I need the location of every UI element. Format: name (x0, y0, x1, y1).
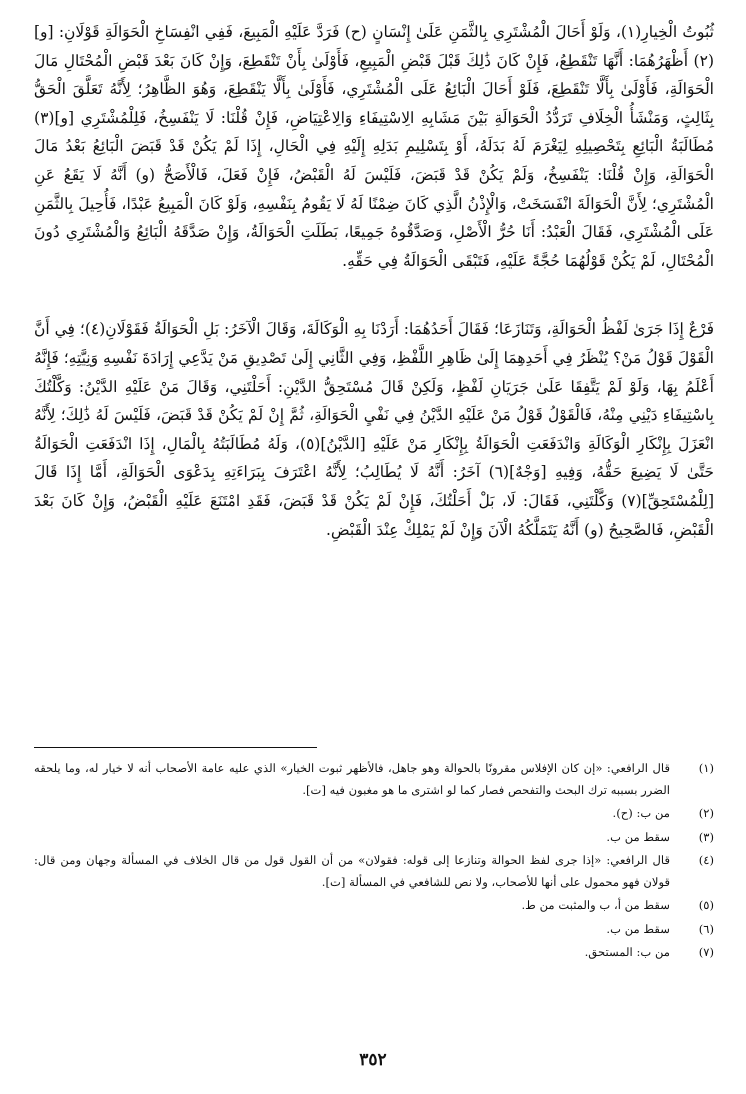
footnote-text: سقط من أ، ب والمثبت من ط. (521, 898, 670, 912)
footnote-number: (٢) (698, 806, 714, 820)
footnote-1 (34, 758, 714, 801)
footnote-text: قال الرافعي: «إن كان الإفلاس مقرونًا بالحوالة وهو جاهل، فالأظهر ثبوت الخيار» الذي عليه عامة الأصحاب أنه لا خيار له، وما يلحقه الضرر بسببه ترك البحث والتفحص فصار كما لو اشترى ما هو مغبون فيه [ت]. (34, 761, 670, 797)
footnote-3 (34, 827, 714, 849)
footnote-separator (34, 747, 317, 748)
paragraph-1 (34, 18, 714, 275)
footnote-text: من ب: (ح). (612, 806, 670, 820)
footnote-text: سقط من ب. (606, 829, 670, 844)
page-number: ٣٥٢ (359, 1050, 387, 1070)
paragraph-2-text: فَرْعٌ إِذَا جَرَىٰ لَفْظُ الْحَوَالَةِ، وَتَنَازَعَا؛ فَقَالَ أَحَدُهُمَا: أَرَدْنَا بِهِ الْوَكَالَةَ، وَقَالَ الْآخَرُ: بَلِ الْحَوَالَةُ فَقَوْلَانِ(٤)؛ فِي أَنَّ الْقَوْلَ قَوْلُ مَنْ؟ يُنْظَرُ فِي أَحَدِهِمَا إِلَىٰ ظَاهِرِ اللَّفْظِ، وَفِي الثَّانِي إِلَىٰ تَصْدِيقِ مَنْ يَدَّعِي إِرَادَةَ نَفْسِهِ وَنِيَّتِهِ؛ فَإِنَّهُ أَعْلَمُ بِهَا، وَلَوْ لَمْ يَتَّفِقَا عَلَىٰ جَرَيَانِ لَفْظٍ، وَلَكِنْ قَالَ مُسْتَحِقُّ الدَّيْنِ: أَحَلْتَنِي، وَقَالَ مَنْ عَلَيْهِ الدَّيْنُ: وَكَّلْتُكَ بِاسْتِيفَاءِ دَيْنِي مِنْهُ، فَالْقَوْلُ قَوْلُ مَنْ عَلَيْهِ الدَّيْنُ فِي نَفْيِ الْحَوَالَةِ، ثُمَّ إِنْ لَمْ يَكُنْ قَدْ قَبَضَ، فَلَيْسَ لَهُ ذَٰلِكَ؛ لِأَنَّهُ انْعَزَلَ بِإِنْكَارِ الْوَكَالَةِ وَانْدَفَعَتِ الْحَوَالَةُ بِإِنْكَارِ مَنْ عَلَيْهِ [الدَّيْنُ](٥)، وَلَهُ مُطَالَبَتُهُ بِالْمَالِ، إِذَا انْدَفَعَتِ الْحَوَالَةُ حَتَّىٰ لَا يَضِيعَ حَقُّهُ، وَفِيهِ [وَجْهٌ](٦) آخَرُ: أَنَّهُ لَا يُطَالِبُ؛ لِأَنَّهُ اعْتَرَفَ بِبَرَاءَتِهِ بِدَعْوَى الْحَوَالَةِ، أَمَّا إِذَا قَالَ [لِلْمُسْتَحِقِّ](٧) وَكَّلْتَنِي، فَقَالَ: لَا، بَلْ أَحَلْتُكَ، فَإِنْ لَمْ يَكُنْ قَدْ قَبَضَ، فَقَدِ امْتَنَعَ عَلَيْهِ الْقَبْضُ، وَإِنْ كَانَ بَعْدَ الْقَبْضِ، فَالصَّحِيحُ (و) أَنَّهُ يَتَمَلَّكُهُ الْآنَ وَإِنْ لَمْ يَمْلِكْ عِنْدَ الْقَبْضِ. (34, 320, 714, 539)
footnote-7 (34, 942, 714, 964)
footnote-number: (٣) (698, 829, 714, 844)
main-text (34, 18, 714, 544)
footnote-text: من ب: المستحق. (584, 945, 670, 959)
footnotes (34, 758, 714, 964)
footnote-4 (34, 850, 714, 893)
footnote-text: سقط من ب. (606, 921, 670, 936)
footnote-number: (٤) (698, 853, 714, 867)
footnote-number: (٧) (698, 945, 714, 959)
footnote-text: قال الرافعي: «إذا جرى لفظ الحوالة وتنازعا إلى قوله: فقولان» من أن القول قول من قال الخلاف في المسألة وجهان ومن قال: قولان فهو محمول على أنها للأصحاب، ولا نص للشافعي في المسألة [ت]. (34, 853, 670, 889)
footnote-5 (34, 895, 714, 917)
paragraph-2 (34, 315, 714, 544)
footnote-6 (34, 919, 714, 941)
paragraph-1-text: ثُبُوتُ الْخِيارِ(١)، وَلَوْ أَحَالَ الْمُشْتَرِي بِالثَّمَنِ عَلَىٰ إِنْسَانٍ (ح) فَرَدَّ عَلَيْهِ الْمَبِيعَ، فَفِي انْفِسَاخِ الْحَوَالَةِ قَوْلَانِ: [و](٢) أَظْهَرُهُمَا: أَنَّهَا تَنْقَطِعُ، فَإِنْ كَانَ ذَٰلِكَ قَبْلَ قَبْضِ الْمَبِيعِ، فَأَوْلَىٰ بِأَنْ تَنْقَطِعَ، وَإِنْ كَانَ بَعْدَ قَبْضِ الْمُحْتَالِ مَالَ الْحَوَالَةِ، فَأَوْلَىٰ بِأَلَّا تَنْقَطِعَ، فَلَوْ أَحَالَ الْبَائِعُ عَلَى الْمُشْتَرِي، فَأَوْلَىٰ بِأَلَّا يَنْقَطِعَ، وَهُوَ الظَّاهِرُ؛ لِأَنَّهُ تَعَلَّقَ الْحَقُّ بِثَالِثٍ، وَمَنْشَأُ الْخِلَافِ تَرَدُّدُ الْحَوَالَةِ بَيْنَ مَشَابِهِ الِاسْتِيفَاءِ وَالِاعْتِيَاضِ، فَإِنْ قُلْنَا: لَا يَنْفَسِخُ، فَلِلْمُشْتَرِي [و](٣) مُطَالَبَةُ الْبَائِعِ بِتَحْصِيلِهِ لِيَغْرَمَ لَهُ بَدَلَهُ، أَوْ بِتَسْلِيمِ بَدَلِهِ إِلَيْهِ فِي الْحَالِ، إِذَا لَمْ يَكُنْ قَدْ قَبَضَ الْبَائِعُ بَعْدُ مَالَ الْحَوَالَةِ، وَإِنْ قُلْنَا: يَنْفَسِخُ، وَلَمْ يَكُنْ قَدْ قَبَضَ، فَلَيْسَ لَهُ الْقَبْضُ، فَإِنْ فَعَلَ، فَالْأَصَحُّ (و) أَنَّهُ لَا يَقَعُ عَنِ الْمُشْتَرِي؛ لِأَنَّ الْحَوَالَةَ انْفَسَخَتْ، وَالْإِذْنُ الَّذِي كَانَ ضِمْنًا لَهُ لَا يَقُومُ بِنَفْسِهِ، وَلَوْ كَانَ الْمَبِيعُ عَبْدًا، فَأُحِيلَ بِالثَّمَنِ عَلَى الْمُشْتَرِي، فَقَالَ الْعَبْدُ: أَنَا حُرُّ الْأَصْلِ، وَصَدَّقُوهُ جَمِيعًا، بَطَلَتِ الْحَوَالَةُ، وَإِنْ صَدَّقَهُ الْبَائِعُ وَالْمُشْتَرِي دُونَ الْمُحْتَالِ، لَمْ يَكُنْ قَوْلُهُمَا حُجَّةً عَلَيْهِ، فَتَبْقَى الْحَوَالَةُ فِي حَقِّهِ. (34, 23, 714, 270)
footnote-number: (٦) (698, 921, 714, 936)
footnote-number: (٥) (698, 898, 714, 912)
footnote-2 (34, 803, 714, 825)
footnote-number: (١) (698, 761, 714, 775)
